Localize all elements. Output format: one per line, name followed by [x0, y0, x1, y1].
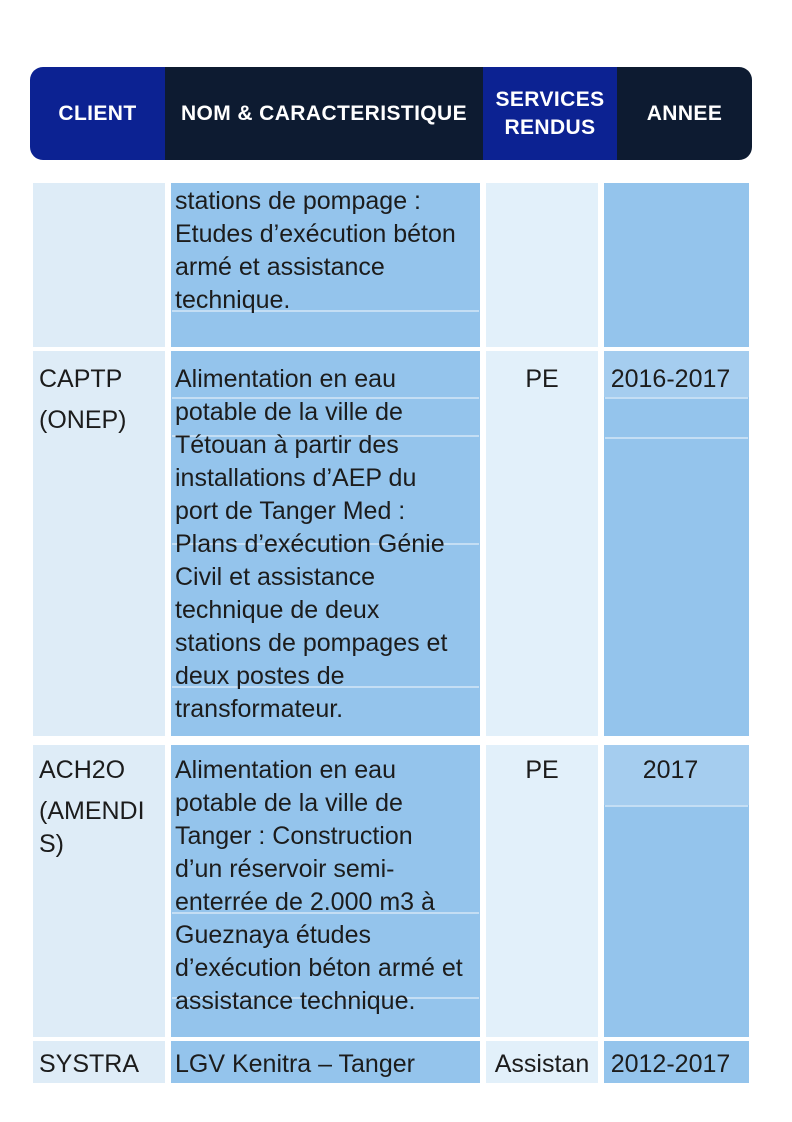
cell-services: [486, 1041, 598, 1083]
column-header-services-rendus: [483, 67, 617, 160]
table-row: [0, 745, 792, 1037]
table-row: [0, 1041, 792, 1083]
table-header: [30, 67, 752, 160]
client-parent: (ONEP): [39, 406, 127, 434]
cell-client: [33, 351, 165, 736]
table-row: [0, 183, 792, 347]
cell-description: [171, 351, 480, 736]
column-header-client: [30, 67, 165, 160]
description-text: stations de pompage : Etudes d’exécution béton armé et assistance technique.: [175, 187, 456, 314]
cell-services: [486, 351, 598, 736]
cell-annee: [604, 1041, 749, 1083]
cell-divider: [605, 437, 748, 439]
description-text: Alimentation en eau potable de la ville de Tétouan à partir des installations d’AEP du port de Tanger Med : Plans d’exécution Génie Civil et assistance technique de deux stations de pompages et deux postes de transformateur.: [175, 365, 448, 723]
services-text: PE: [525, 756, 559, 784]
cell-annee: [604, 183, 749, 347]
cell-client: [33, 1041, 165, 1083]
services-text: PE: [525, 365, 559, 393]
column-header-label: ANNEE: [646, 101, 723, 125]
client-name: SYSTRA: [39, 1050, 140, 1078]
client-parent: (AMENDIS): [39, 797, 145, 858]
annee-text: 2012-2017: [610, 1050, 731, 1078]
cell-client: [33, 183, 165, 347]
cell-services: [486, 183, 598, 347]
table-row: [0, 351, 792, 736]
cell-client: [33, 745, 165, 1037]
services-text: Assistan: [494, 1050, 590, 1078]
cell-divider: [605, 397, 748, 399]
description-text: Alimentation en eau potable de la ville de Tanger : Construction d’un réservoir semi-enterrée de 2.000 m3 à Gueznaya études d’exécution béton armé et assistance technique.: [175, 756, 463, 1015]
cell-description: [171, 745, 480, 1037]
column-header-annee: [617, 67, 752, 160]
cell-description: [171, 1041, 480, 1083]
description-text: LGV Kenitra – Tanger: [175, 1050, 415, 1078]
client-name: CAPTP: [39, 365, 123, 393]
cell-services: [486, 745, 598, 1037]
column-header-label: SERVICES RENDUS: [495, 87, 605, 139]
column-header-label: NOM & CARACTERISTIQUE: [180, 101, 468, 125]
cell-description: [171, 183, 480, 347]
cell-annee: [604, 745, 749, 1037]
client-name: ACH2O: [39, 756, 126, 784]
column-header-label: CLIENT: [58, 101, 137, 125]
cell-annee: [604, 351, 749, 736]
annee-text: 2017: [642, 756, 699, 784]
cell-divider: [605, 805, 748, 807]
annee-text: 2016-2017: [610, 365, 731, 393]
column-header-nom-caracteristique: [165, 67, 483, 160]
